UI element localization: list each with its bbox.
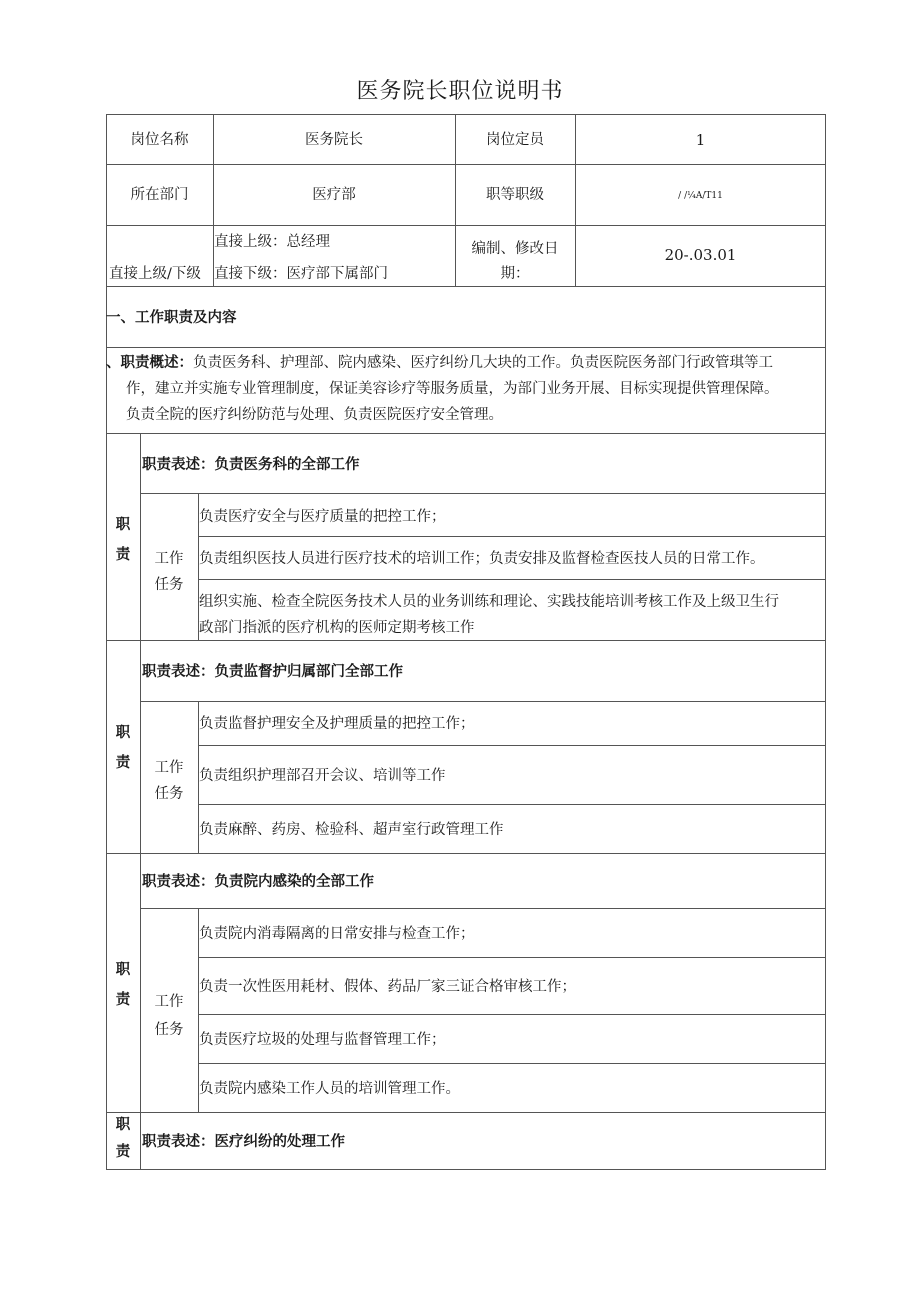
duty-1-task-3: 组织实施、检查全院医务技术人员的业务训练和理论、实践技能培训考核工作及上级卫生行 xyxy=(199,594,779,610)
position-name-label: 岗位名称 xyxy=(130,132,189,148)
grade-value: / /¼A/T11 xyxy=(678,191,723,201)
duty-3-task-3: 负责医疗垃圾的处理与监督管理工作； xyxy=(199,1032,446,1048)
duty-3-side-label: 职 责 xyxy=(115,962,131,1008)
duty-4-side-label: 职 责 xyxy=(115,1117,131,1160)
grade-label: 职等职级 xyxy=(486,187,544,203)
revision-date-label-line2: 期： xyxy=(500,266,530,282)
duty-2-task-3: 负责麻醉、药房、检验科、超声室行政管理工作 xyxy=(199,822,504,838)
department-value: 医疗部 xyxy=(312,187,356,203)
department-label: 所在部门 xyxy=(130,187,189,203)
duty-3-task-1: 负责院内消毒隔离的日常安排与检查工作； xyxy=(199,926,475,942)
overview-line-3: 负责全院的医疗纠纷防范与处理、负责医院医疗安全管理。 xyxy=(126,407,503,423)
duty-1-task-label: 工作 任务 xyxy=(154,551,184,593)
duty-1-task-1: 负责医疗安全与医疗质量的把控工作； xyxy=(199,509,446,525)
revision-date-label: 编制、修改日 xyxy=(471,241,559,257)
direct-superior: 直接上级：总经理 xyxy=(214,234,330,250)
duty-overview xyxy=(106,350,826,428)
duty-4-statement: 职责表述：医疗纠纷的处理工作 xyxy=(142,1134,345,1150)
overview-line-2: 作，建立并实施专业管理制度，保证美容诊疗等服务质量，为部门业务开展、目标实现提供管理保障。 xyxy=(126,381,779,397)
duty-2-task-2: 负责组织护理部召开会议、培训等工作 xyxy=(199,768,446,784)
duty-2-statement: 职责表述：负责监督护归属部门全部工作 xyxy=(142,664,403,680)
duty-1-task-2: 负责组织医技人员进行医疗技术的培训工作；负责安排及监督检查医技人员的日常工作。 xyxy=(199,551,765,567)
duty-2-task-1: 负责监督护理安全及护理质量的把控工作； xyxy=(199,716,475,732)
duty-1-statement: 职责表述：负责医务科的全部工作 xyxy=(142,457,360,473)
duty-3-task-4: 负责院内感染工作人员的培训管理工作。 xyxy=(199,1081,460,1097)
duty-3-statement: 职责表述：负责院内感染的全部工作 xyxy=(142,874,374,890)
duty-2-task-label: 工作 任务 xyxy=(154,760,184,802)
duty-3-task-2: 负责一次性医用耗材、假体、药品厂家三证合格审核工作； xyxy=(199,979,576,995)
page-title: 医务院长职位说明书 xyxy=(356,79,564,104)
overview-line-1: 负责医务科、护理部、院内感染、医疗纠纷几大块的工作。负责医院医务部门行政管琪等工 xyxy=(193,355,773,371)
section-heading: 一、工作职责及内容 xyxy=(106,310,237,326)
direct-subordinate: 直接下级：医疗部下属部门 xyxy=(214,266,388,282)
headcount-value: 1 xyxy=(695,131,706,149)
headcount-label: 岗位定员 xyxy=(486,132,544,148)
revision-date-value: 20-.03.01 xyxy=(664,246,737,264)
overview-prefix: 、职责概述： xyxy=(106,355,193,371)
duty-1-side-label: 职 责 xyxy=(115,517,131,563)
duty-2-side-label: 职 责 xyxy=(115,725,131,771)
position-name-value: 医务院长 xyxy=(305,132,363,148)
duty-3-task-label: 工作 任务 xyxy=(154,994,184,1038)
reporting-label: 直接上级/下级 xyxy=(109,266,201,282)
duty-1-task-3-cont: 政部门指派的医疗机构的医师定期考核工作 xyxy=(199,620,475,636)
